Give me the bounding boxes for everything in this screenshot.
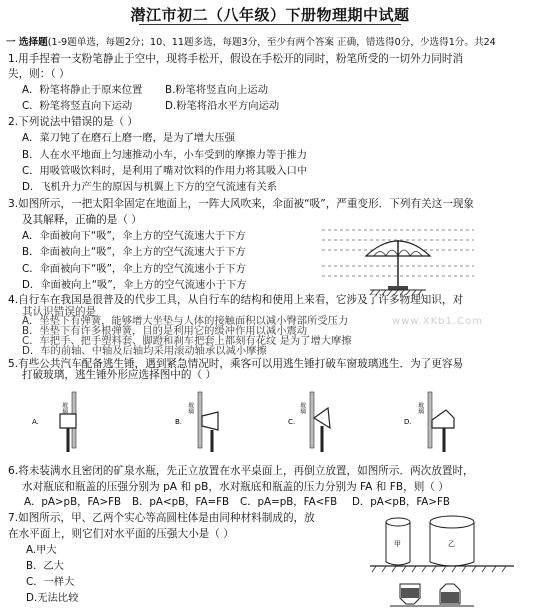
cylinder-label-jia: 甲	[394, 540, 401, 548]
q1-option-d: D.粉笔将沿水平方向运动	[165, 100, 280, 112]
q7-option-b: B．乙大	[26, 560, 64, 572]
q1-stem-line1: 1.用手捏着一支粉笔静止于空中，现将手松开，假设在手松开的同时，粉笔所受的一切外力同时消	[8, 53, 464, 65]
q2-option-a: A．菜刀钝了在磨石上磨一磨，是为了增大压强	[22, 132, 235, 144]
hammer-option-b	[175, 392, 218, 452]
q2-stem: 2.下列说法中错误的是（ ）	[8, 116, 139, 128]
q3-option-a: A．伞面被向下“吸”，伞上方的空气流速大于下方	[22, 230, 246, 242]
q2-option-d: D．飞机升力产生的原因与机翼上下方的空气流速有关系	[22, 181, 278, 193]
q4-stem-line1: 4.自行车在我国是很普及的代步工具，从自行车的结构和使用上来看，它涉及了许多物理知识，对	[8, 294, 464, 306]
hammer-option-d	[404, 392, 454, 452]
bottles-figure	[390, 584, 474, 606]
section-instruction: (1-9题单选，每题2分；10、11题多选，每题3分，至少有两个答案 正确，错选得0分，少选得1分。共24	[47, 37, 496, 48]
q4-option-d: D．车的前轴、中轴及后轴均采用滚动轴承以减小摩擦	[22, 345, 267, 357]
q7-stem-line2: 在水平面上，则它们对水平面的压强大小是（ ）	[8, 528, 234, 540]
hammer-option-a	[32, 392, 76, 452]
q6-stem-line2: 水对瓶底和瓶盖的压强分别为 pA 和 pB，水对瓶底和瓶盖的压力分别为 FA 和 FB，则（ ）	[22, 481, 449, 493]
q4-option-b: B．坐垫下有许多根弹簧，目的是利用它的缓冲作用以减小震动	[22, 325, 308, 337]
hammer-option-c	[288, 392, 330, 452]
cylinders-figure	[364, 506, 532, 608]
q7-option-a: A.甲大	[26, 544, 57, 556]
q6-option-c: C．pA=pB，FA<FB	[240, 496, 338, 508]
watermark: www.XKb1.Com	[392, 316, 483, 327]
hammer-label-b: B.	[175, 418, 183, 426]
hammer-label-d: D.	[404, 418, 412, 426]
q6-option-b: B．pA<pB，FA=FB	[132, 496, 230, 508]
q7-option-d: D.无法比较	[26, 592, 79, 604]
q7-stem-line1: 7.如图所示，甲、乙两个实心等高圆柱体是由同种材料制成的，放	[8, 512, 315, 524]
glass-label-b: 玻璃	[186, 402, 194, 414]
q6-stem-line1: 6.将未装满水且密闭的矿泉水瓶，先正立放置在水平桌面上，再倒立放置，如图所示．两次放置时，	[8, 465, 474, 477]
glass-label-d: 玻璃	[416, 402, 424, 414]
q1-option-b: B.粉笔将竖直向上运动	[165, 84, 269, 96]
cylinder-label-yi: 乙	[448, 540, 455, 548]
q4-stem-line2: 其认识错误的是	[22, 306, 97, 318]
section-heading	[6, 36, 496, 50]
hammer-figures	[30, 388, 500, 454]
q3-option-d: D．伞面被向上“吸”，伞上方的空气流速小于下方	[22, 279, 247, 291]
q7-option-c: C．一样大	[26, 576, 75, 588]
q3-option-c: C．伞面被向下“吸”，伞上方的空气流速小于下方	[22, 263, 246, 275]
q2-option-c: C．用吸管吸饮料时，是利用了嘴对饮料的作用力将其吸入口中	[22, 165, 308, 177]
title-underline	[139, 24, 401, 25]
page-title: 潜江市初二（八年级）下册物理期中试题	[130, 6, 410, 24]
q2-option-b: B．人在水平地面上匀速推动小车，小车受到的摩擦力等于推力	[22, 149, 308, 161]
q4-option-a: A．坐垫下有弹簧，能够增大坐垫与人体的接触面积以减小臀部所受压力	[22, 315, 349, 327]
q6-option-a: A．pA>pB，FA>FB	[24, 496, 122, 508]
q6-option-d: D．pA<pB，FA>FB	[352, 496, 450, 508]
section-title: 一 选择题	[6, 37, 48, 48]
q5-stem-line2: 打破玻璃，逃生锤外形应选择图中的（ ）	[22, 369, 217, 381]
q1-option-a: A．粉笔将静止于原来位置	[22, 84, 143, 96]
hammer-label-c: C.	[288, 418, 296, 426]
q1-stem-line2: 失，则：（ ）	[8, 68, 70, 80]
hammer-label-a: A.	[32, 418, 39, 426]
q3-option-b: B．伞面被向上“吸”，伞上方的空气流速大于下方	[22, 246, 246, 258]
q3-stem-line2: 及其解释，正确的是（ ）	[22, 214, 142, 226]
q5-stem-line1: 5.有些公共汽车配备逃生锤，遇到紧急情况时，乘客可以用逃生锤打破车窗玻璃逃生．为了更容易	[8, 358, 464, 370]
glass-label-c: 玻璃	[298, 402, 306, 414]
q4-option-c: C．车把手、把手塑料套、脚蹬和刹车把套上都刻有花纹 是为了增大摩擦	[22, 335, 352, 347]
glass-label-a: 玻璃	[60, 402, 68, 414]
q3-stem-line1: 3.如图所示，一把太阳伞固定在地面上，一阵大风吹来，伞面被“吸”，严重变形．下列有关这一现象	[8, 198, 475, 210]
q1-option-c: C．粉笔将竖直向下运动	[22, 100, 133, 112]
umbrella-figure	[318, 220, 478, 298]
